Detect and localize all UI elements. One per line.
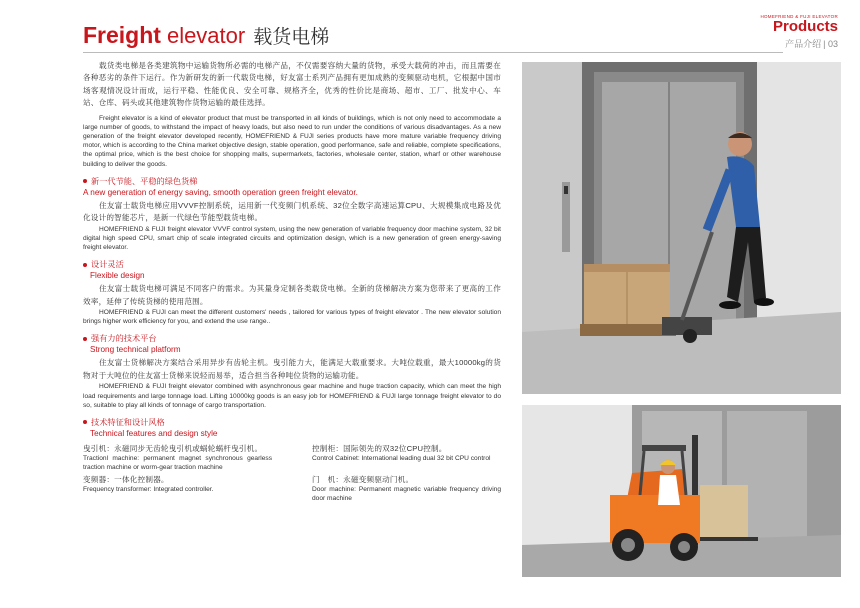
title-cn: 载货电梯 (253, 27, 330, 48)
title-rest: elevator (166, 23, 246, 48)
brand-block (760, 14, 838, 52)
section-1-title-cn: 新一代节能、平稳的绿色货梯 (91, 176, 198, 186)
section-2-title-en: Flexible design (90, 271, 145, 281)
section-1-body-en: HOMEFRIEND & FUJI freight elevator VVVF control system, using the new generation of variable frequency door machine system, 32 bit digital high speed CPU, smart chip of scale integrated circuits and optimization design, which is a new generation of green energy-saving freight elevator. (83, 225, 501, 252)
page-title (83, 22, 329, 52)
brand-products: Products (772, 18, 838, 35)
tech-item-cn: 控制柜：国际领先的双32位CPU控制。 (312, 443, 447, 453)
bullet-icon (83, 420, 87, 424)
tech-item-cn: 变频器：一体化控制器。 (83, 475, 169, 485)
tech-item (312, 472, 501, 503)
brand-tagline: HOMEFRIEND & FUJI ELEVATOR (760, 14, 838, 19)
bullet-icon (83, 337, 87, 341)
tech-item-en: Door machine: Permanent magnetic variable frequency driving door machine (312, 486, 501, 502)
tech-item-cn: 曳引机：永磁同步无齿轮曳引机或蜗轮蜗杆曳引机。 (83, 443, 263, 453)
tech-item-cn: 门 机：永磁变频驱动门机。 (312, 475, 414, 485)
brand-cn: 产品介绍 (785, 39, 822, 49)
intro-en: Freight elevator is a kind of elevator product that must be transported in all kinds of buildings, which is not only need to accommodate a large number of goods, to withstand the impact of heavy loads, but also need to run under the conditions of various disadvantages. As a new generation of the freight elevator developed recently, HOMEFRIEND & FUJI series products have more mature variable frequency driving motor, which is according to the China market objective design, stable operation, good performance, safe and reliable, complete specifications, the optimal price, which is the best choice for shopping malls, supermarkets, factories, wholesale center, station, wharf or other warehouse building to deliver the goods. (83, 114, 501, 168)
section-4-heading (83, 417, 501, 428)
title-divider (83, 52, 783, 53)
bullet-icon (83, 263, 87, 267)
section-3-heading (83, 333, 501, 344)
text-column (83, 60, 501, 503)
section-2-body-en: HOMEFRIEND & FUJI can meet the different customers' needs , tailored for various types of freight elevator . The new elevator solution brings higher work efficiency for you, and extend the use range.. (83, 309, 501, 326)
photo-pallet-jack (522, 62, 841, 394)
tech-item-en: Control Cabinet: International leading dual 32 bit CPU control (312, 454, 491, 462)
section-1-heading (83, 176, 501, 187)
page-number: | 03 (823, 39, 838, 49)
title-bold: Freight (83, 22, 161, 48)
pallet-jack-illustration (522, 62, 841, 394)
section-4-title-en: Technical features and design style (90, 428, 218, 438)
tech-item (83, 441, 272, 472)
section-3-body-cn: 住友富士货梯解决方案结合采用异步有齿轮主机。曳引能力大，能满足大载重要求。大吨位载重，最大10000kg的货物对于大吨位的住友富士货梯来说轻而易举，适合担当各种吨位货物的运输功能。 (83, 358, 501, 380)
section-3-title-cn: 强有力的技术平台 (91, 334, 157, 344)
tech-grid (83, 441, 501, 503)
section-2-title-cn: 设计灵活 (91, 260, 124, 270)
tech-item-en: Tractionl machine: permanent magnet synchronous gearless traction machine or worm-gear traction machine (83, 454, 272, 471)
section-4-title-cn: 技术特征和设计风格 (91, 417, 165, 427)
section-3-title-en: Strong technical platform (90, 345, 181, 355)
section-3-body-en: HOMEFRIEND & FUJI freight elevator combined with asynchronous gear machine and huge traction capacity, which can meet the high load requirements and large tonnage load. Lifting 10000kg goods is an easy job for HOMEFRIEND & FUJI large tonnage freight elevator to do so, suitable to play all kinds of tonnage of cargo transportation. (83, 383, 501, 409)
section-1-body-cn: 住友富士载货电梯应用VVVF控制系统，运用新一代变频门机系统、32位全数字高速运算CPU、大规模集成电路及优化设计的智能芯片，是新一代绿色节能型载货电梯。 (83, 200, 501, 223)
tech-item (83, 472, 272, 503)
section-2-body-cn: 住友富士载货电梯可满足不同客户的需求。为其量身定制各类载货电梯。全新的货梯解决方案为您带来了更高的工作效率，延伸了传统货梯的使用范围。 (83, 284, 501, 306)
section-2-heading (83, 259, 501, 270)
photo-forklift (522, 405, 841, 577)
forklift-illustration (522, 405, 841, 577)
intro-cn: 载货类电梯是各类建筑物中运输货物所必需的电梯产品，不仅需要容纳大量的货物，承受大载荷的冲击，而且需要在各种恶劣的条件下运行。作为新研发的新一代载货电梯，好友富士系列产品拥有更加成熟的变频驱动电机，它根据中国市场客观情况设计而成，运行平稳、性能优良、安全可靠、规格齐全，优秀的性价比是商场、超市、工厂、批发中心、车站、仓库、码头或其他建筑物作货物运输的最佳选择。 (83, 61, 501, 108)
bullet-icon (83, 179, 87, 183)
section-1-title-en: A new generation of energy saving, smooth operation green freight elevator. (83, 187, 358, 197)
tech-item-en: Frequency transformer: Integrated controller. (83, 486, 214, 494)
tech-item (312, 441, 501, 472)
